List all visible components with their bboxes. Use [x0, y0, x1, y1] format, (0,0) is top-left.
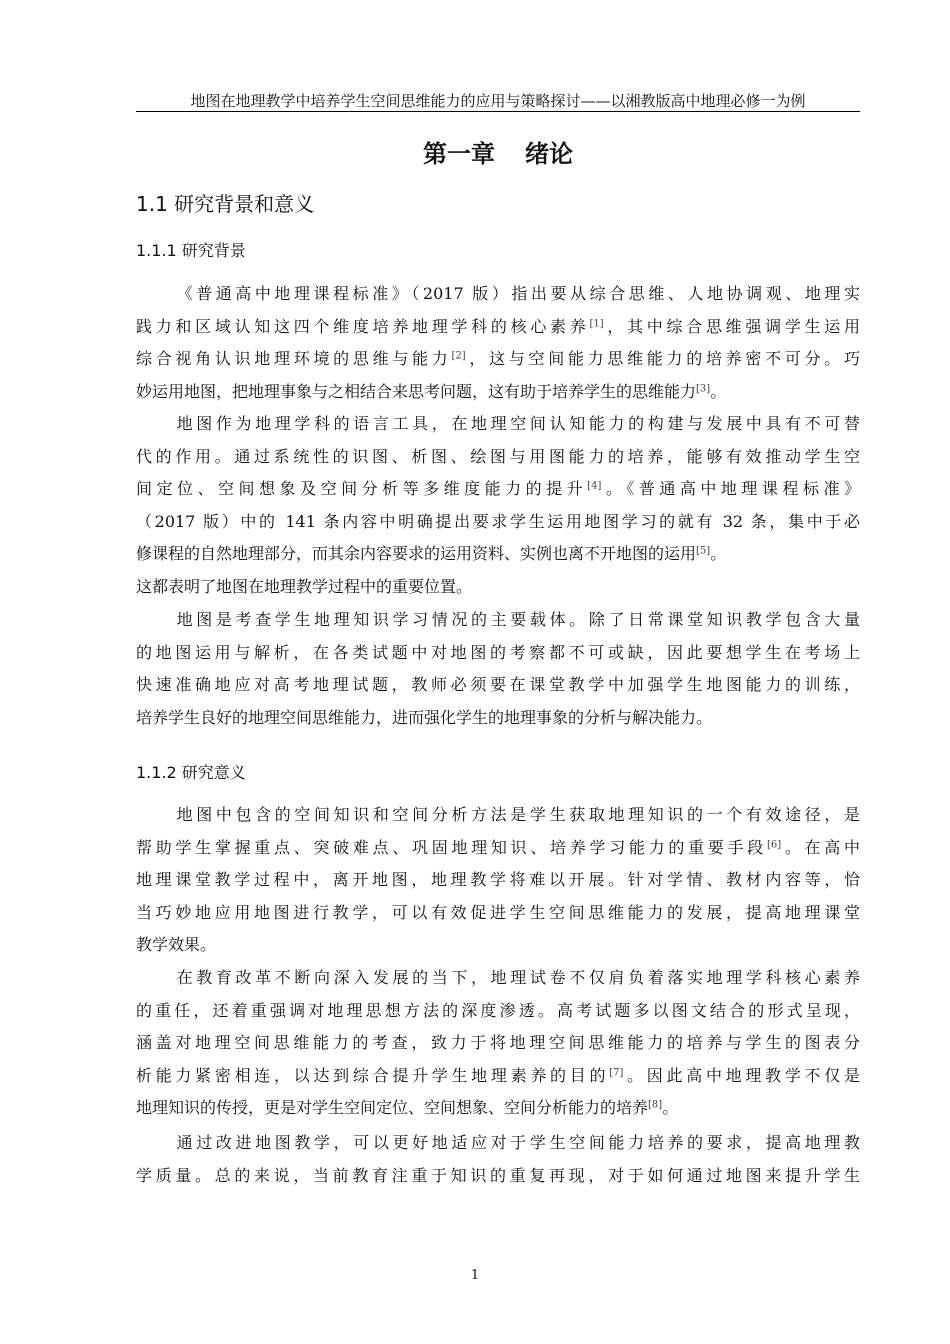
subsection-heading-significance: 1.1.2 研究意义 [136, 763, 246, 782]
citation-ref[interactable]: [7] [609, 1067, 624, 1079]
running-header: 地图在地理教学中培养学生空间思维能力的应用与策略探讨——以湘教版高中地理必修一为例 [190, 92, 806, 110]
citation-ref[interactable]: [6] [766, 839, 782, 851]
text-line: 地理知识的传授，更是对学生空间定位、空间想象、空间分析能力的培养 [136, 1098, 649, 1118]
text-line: 帮助学生掌握重点、突破难点、巩固地理知识、培养学习能力的重要手段 [136, 837, 767, 857]
chapter-number: 第一章 [423, 140, 495, 168]
text-line: 析能力紧密相连，以达到综合提升学生地理素养的目的 [136, 1065, 610, 1085]
paragraph [136, 1127, 860, 1192]
text-line: 《普通高中地理课程标准》（2017 版）指出要从综合思维、人地协调观、地理实 [173, 284, 860, 303]
citation-ref[interactable]: [1] [589, 318, 604, 330]
citation-ref[interactable]: [3] [696, 383, 711, 395]
text-line: 涵盖对地理空间思维能力的考查，致力于将地理空间思维能力的培养与学生的图表分 [136, 1033, 860, 1053]
text-line: 的地图运用与解析，在各类试题中对地图的考察都不可或缺，因此要想学生在考场上 [136, 642, 860, 662]
text-line: 这都表明了地图在地理教学过程中的重要位置。 [136, 576, 473, 596]
citation-ref[interactable]: [8] [648, 1099, 663, 1111]
subsection-heading-background: 1.1.1 研究背景 [136, 241, 246, 260]
text-line: 妙运用地图，把地理事象与之相结合来思考问题，这有助于培养学生的思维能力 [136, 381, 697, 401]
chapter-title [136, 138, 860, 170]
text-line: 。因此高中地理教学不仅是 [623, 1065, 860, 1085]
page-number: 1 [470, 1268, 480, 1283]
section-heading: 1.1 研究背景和意义 [136, 192, 315, 216]
text-line: 间定位、空间想象及空间分析等多维度能力的提升 [136, 479, 588, 499]
text-line: 。 [662, 1098, 679, 1118]
text-line: 。在高中 [781, 837, 860, 857]
text-line: 。《普通高中地理课程标准》 [601, 479, 860, 499]
text-line: 教学效果。 [136, 935, 217, 955]
text-line: 学质量。总的来说，当前教育注重于知识的重复再现，对于如何通过地图来提升学生 [136, 1165, 860, 1185]
citation-ref[interactable]: [4] [587, 480, 602, 492]
text-line: 。 [710, 381, 727, 401]
text-line: 当巧妙地应用地图进行教学，可以有效促进学生空间思维能力的发展，提高地理课堂 [136, 902, 860, 922]
text-line: ，其中综合思维强调学生运用 [603, 316, 860, 336]
text-line: 地图中包含的空间知识和空间分析方法是学生获取地理知识的一个有效途径，是 [173, 805, 860, 824]
text-line: 在教育改革不断向深入发展的当下，地理试卷不仅肩负着落实地理学科核心素养 [173, 968, 860, 987]
text-line: 地理课堂教学过程中，离开地图，地理教学将难以开展。针对学情、教材内容等，恰 [136, 870, 860, 890]
paragraph [136, 604, 860, 734]
text-line: ，这与空间能力思维能力的培养密不可分。巧 [465, 349, 860, 369]
text-line: （2017 版）中的 141 条内容中明确提出要求学生运用地图学习的就有 32 条，集中于必 [136, 511, 860, 531]
text-line: 地图是考查学生地理知识学习情况的主要载体。除了日常课堂知识教学包含大量 [173, 610, 860, 629]
text-line: 的重任，还着重强调对地理思想方法的深度渗透。高考试题多以图文结合的形式呈现， [136, 1000, 860, 1020]
text-line: 修课程的自然地理部分，而其余内容要求的运用资料、实例也离不开地图的运用 [136, 544, 697, 564]
text-line: 践力和区域认知这四个维度培养地理学科的核心素养 [136, 316, 590, 336]
paragraph [136, 408, 860, 604]
text-line: 培养学生良好的地理空间思维能力，进而强化学生的地理事象的分析与解决能力。 [136, 707, 713, 727]
header-rule [136, 111, 860, 112]
paragraph [136, 962, 860, 1125]
citation-ref[interactable]: [5] [696, 545, 711, 557]
text-line: 综合视角认识地理环境的思维与能力 [136, 349, 452, 369]
text-line: 代的作用。通过系统性的识图、析图、绘图与用图能力的培养，能够有效推动学生空 [136, 446, 860, 466]
paragraph [136, 799, 860, 962]
chapter-name: 绪论 [525, 140, 573, 168]
text-line: 快速准确地应对高考地理试题，教师必须要在课堂教学中加强学生地图能力的训练， [136, 675, 860, 695]
text-line: 通过改进地图教学，可以更好地适应对于学生空间能力培养的要求，提高地理教 [173, 1133, 860, 1152]
text-line: 。 [710, 544, 727, 564]
text-line: 地图作为地理学科的语言工具，在地理空间认知能力的构建与发展中具有不可替 [173, 414, 860, 433]
paragraph [136, 278, 860, 408]
citation-ref[interactable]: [2] [451, 350, 466, 362]
